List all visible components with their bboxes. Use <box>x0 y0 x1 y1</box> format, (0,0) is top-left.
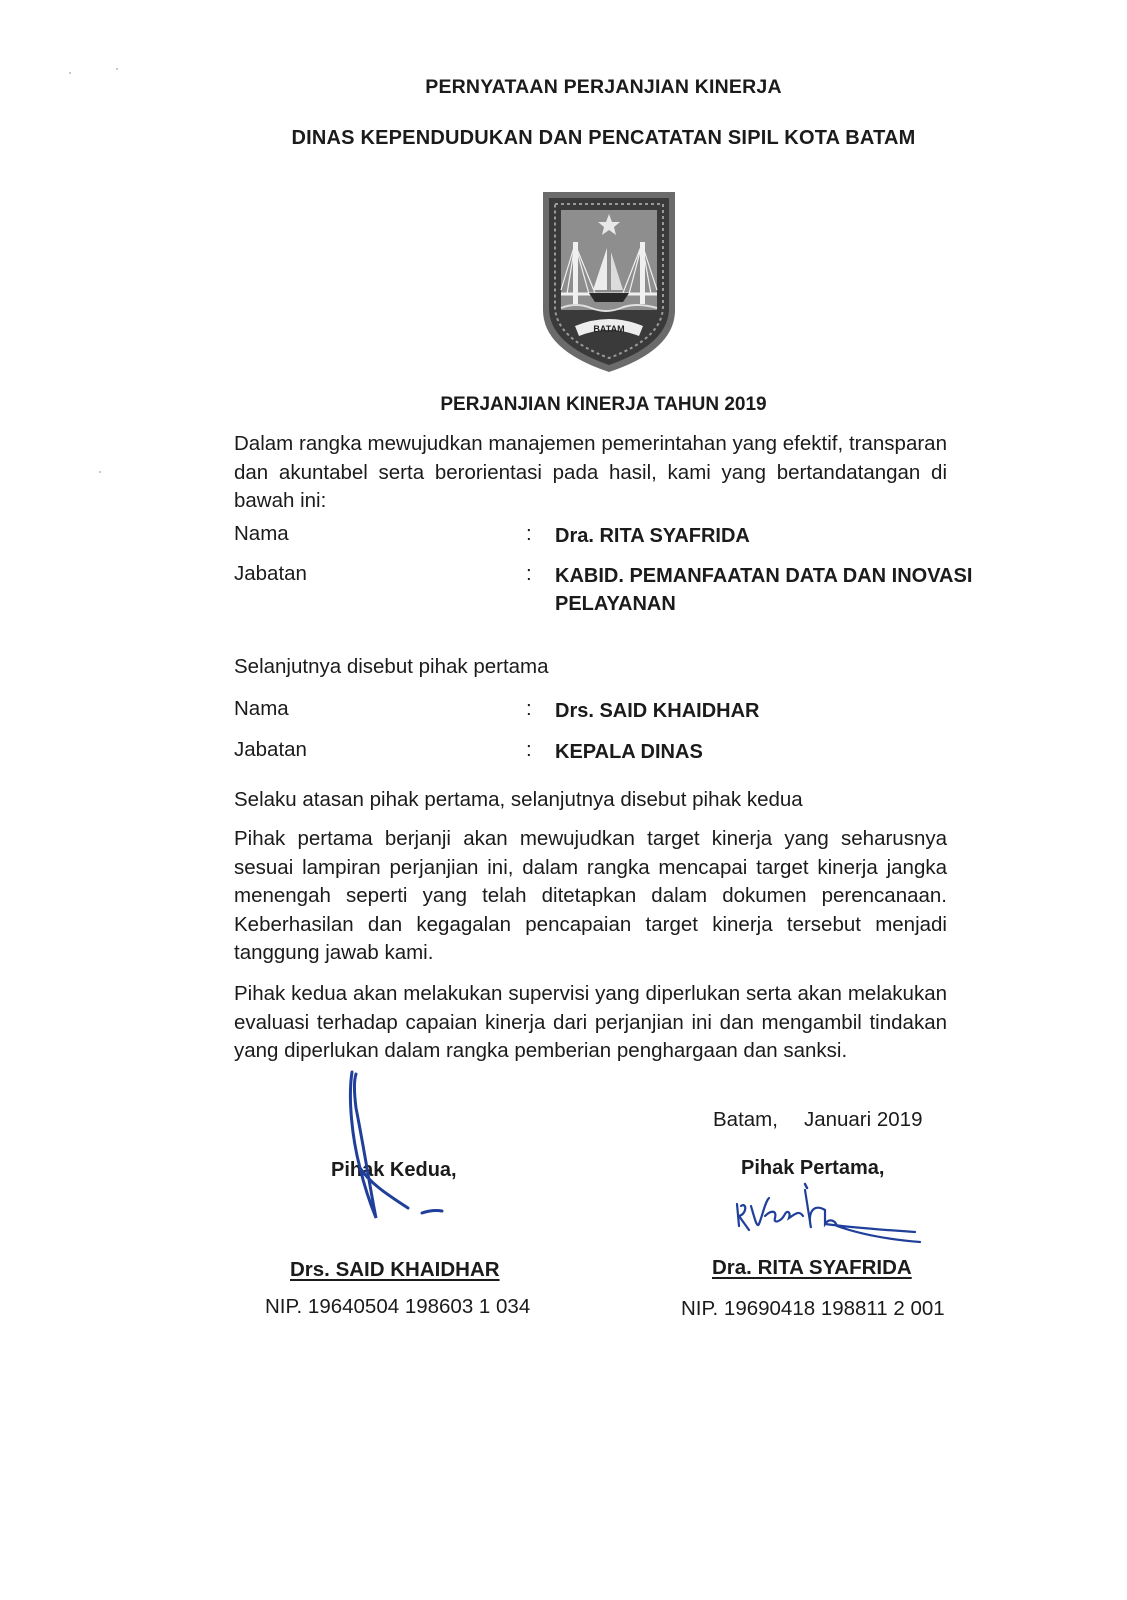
field-label: Jabatan <box>234 562 307 585</box>
second-party-signatory-name: Drs. SAID KHAIDHAR <box>290 1258 500 1281</box>
place: Batam, <box>713 1108 778 1131</box>
field-label: Nama <box>234 697 289 720</box>
field-label: Nama <box>234 522 289 545</box>
date: Januari 2019 <box>803 1108 923 1131</box>
first-party-signature-heading: Pihak Pertama, <box>741 1157 885 1179</box>
logo-text: BATAM <box>593 324 625 334</box>
first-party-note: Selanjutnya disebut pihak pertama <box>234 655 549 678</box>
second-party-nip: NIP. 19640504 198603 1 034 <box>265 1295 531 1318</box>
first-party-signatory-name: Dra. RITA SYAFRIDA <box>712 1256 912 1279</box>
second-party-signature <box>330 1068 470 1238</box>
scan-speck <box>116 68 118 70</box>
first-party-signature <box>725 1180 935 1255</box>
second-party-position: KEPALA DINAS <box>555 741 703 763</box>
place-date <box>713 1108 949 1132</box>
field-separator: : <box>526 522 532 545</box>
section-subtitle: PERJANJIAN KINERJA TAHUN 2019 <box>440 394 767 415</box>
second-party-note: Selaku atasan pihak pertama, selanjutnya disebut pihak kedua <box>234 788 803 811</box>
field-separator: : <box>526 697 532 720</box>
batam-city-emblem <box>541 190 677 374</box>
first-party-name: Dra. RITA SYAFRIDA <box>555 525 750 547</box>
agency-name: DINAS KEPENDUDUKAN DAN PENCATATAN SIPIL KOTA BATAM <box>291 127 916 149</box>
second-party-name: Drs. SAID KHAIDHAR <box>555 700 760 722</box>
supervision-paragraph: Pihak kedua akan melakukan supervisi yang diperlukan serta akan melakukan evaluasi terhadap capaian kinerja dari perjanjian ini dan mengambil tindakan yang diperlukan dalam rangka pemberian penghargaan dan sanksi. <box>234 982 947 1062</box>
scan-speck <box>99 471 101 473</box>
first-party-nip: NIP. 19690418 198811 2 001 <box>681 1297 945 1320</box>
field-separator: : <box>526 738 532 761</box>
scan-speck <box>69 72 71 74</box>
first-party-position: KABID. PEMANFAATAN DATA DAN INOVASI PELAYANAN <box>555 565 973 615</box>
intro-paragraph: Dalam rangka mewujudkan manajemen pemerintahan yang efektif, transparan dan akuntabel serta berorientasi pada hasil, kami yang bertandatangan di bawah ini: <box>234 432 947 512</box>
field-label: Jabatan <box>234 738 307 761</box>
document-title: PERNYATAAN PERJANJIAN KINERJA <box>425 76 782 98</box>
field-separator: : <box>526 562 532 585</box>
commitment-paragraph: Pihak pertama berjanji akan mewujudkan target kinerja yang seharusnya sesuai lampiran perjanjian ini, dalam rangka mencapai target kinerja jangka menengah seperti yang telah ditetapkan dalam dokumen perencanaan. Keberhasilan dan kegagalan pencapaian target kinerja tersebut menjadi tanggung jawab kami. <box>234 827 947 964</box>
second-party-signature-heading: Pihak Kedua, <box>331 1159 457 1181</box>
